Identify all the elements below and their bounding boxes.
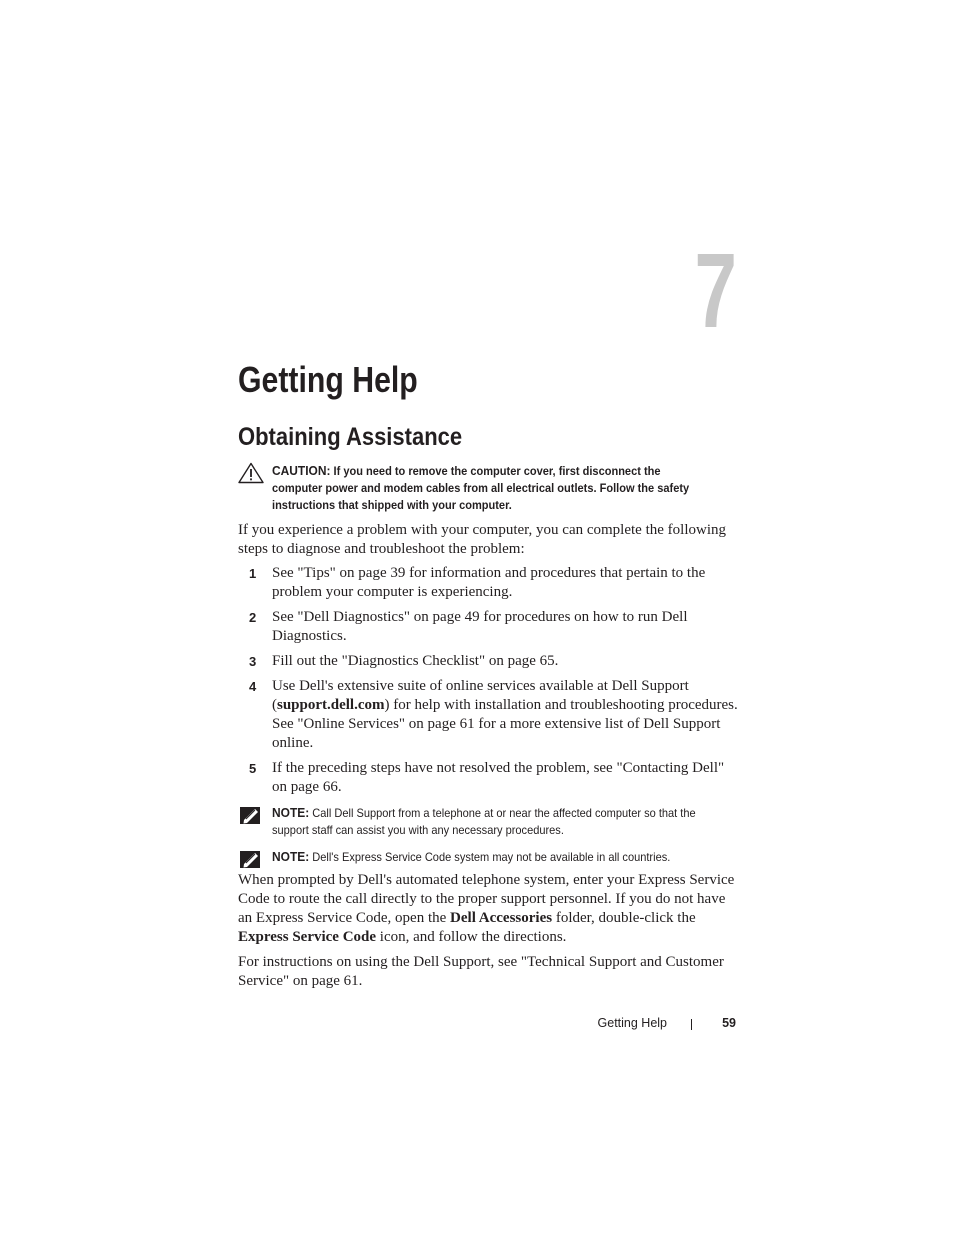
support-link[interactable]: support.dell.com <box>277 697 385 713</box>
pencil-note-icon <box>238 804 264 826</box>
section-title: Obtaining Assistance <box>238 423 463 451</box>
step-text-pre: Use Dell's extensive suite of online services available at Dell Support ( <box>272 678 689 713</box>
express-service-paragraph <box>238 871 738 947</box>
note-text: Dell's Express Service Code system may not be available in all countries. <box>312 850 671 864</box>
step-text-post: ) for help with installation and troubleshooting procedures. See "Online Services" on page 61 for a more extensive list of Dell Support online. <box>272 697 738 751</box>
step-number: 1 <box>249 566 257 581</box>
paragraph-text: folder, double-click the <box>552 910 696 926</box>
step-number: 2 <box>249 610 257 625</box>
paragraph-text: icon, and follow the directions. <box>376 929 567 945</box>
list-item <box>238 564 738 602</box>
list-item <box>238 759 738 797</box>
caution-label: CAUTION: <box>272 463 331 478</box>
list-item <box>238 652 738 671</box>
warning-triangle-icon <box>238 462 264 484</box>
list-item <box>238 677 738 753</box>
steps-list <box>238 564 738 803</box>
step-number: 5 <box>249 761 257 776</box>
chapter-title: Getting Help <box>238 359 418 400</box>
note-label: NOTE: <box>272 805 310 820</box>
page-footer <box>560 1016 736 1034</box>
step-number: 4 <box>249 679 257 694</box>
step-text: If the preceding steps have not resolved the problem, see "Contacting Dell" on page 66. <box>272 760 725 795</box>
footer-divider <box>691 1019 692 1030</box>
intro-paragraph: If you experience a problem with your computer, you can complete the following steps to diagnose and troubleshoot the problem: <box>238 522 726 557</box>
note-notice <box>238 804 738 839</box>
step-text: See "Dell Diagnostics" on page 49 for procedures on how to run Dell Diagnostics. <box>272 609 688 644</box>
express-service-code-term: Express Service Code <box>238 929 377 945</box>
support-paragraph: For instructions on using the Dell Support, see "Technical Support and Customer Service" on page 61. <box>238 954 724 989</box>
step-text: See "Tips" on page 39 for information and procedures that pertain to the problem your computer is experiencing. <box>272 565 706 600</box>
caution-text: If you need to remove the computer cover, first disconnect the computer power and modem cables from all electrical outlets. Follow the safety instructions that shipped with your computer. <box>272 464 690 512</box>
pencil-note-icon <box>238 848 264 870</box>
caution-notice <box>238 462 738 514</box>
note-notice <box>238 848 738 866</box>
step-number: 3 <box>249 654 257 669</box>
list-item <box>238 608 738 646</box>
step-text: Fill out the "Diagnostics Checklist" on page 65. <box>272 653 559 669</box>
dell-accessories-term: Dell Accessories <box>450 910 553 926</box>
note-label: NOTE: <box>272 849 310 864</box>
chapter-number: 7 <box>694 232 737 350</box>
note-text: Call Dell Support from a telephone at or near the affected computer so that the support staff can assist you with any necessary procedures. <box>272 806 696 837</box>
footer-section-title: Getting Help <box>597 1016 667 1030</box>
page-number: 59 <box>722 1016 736 1030</box>
paragraph-text: When prompted by Dell's automated telephone system, enter your Express Service Code to route the call directly to the proper support personnel. If you do not have an Express Service Code, open the <box>238 872 735 926</box>
